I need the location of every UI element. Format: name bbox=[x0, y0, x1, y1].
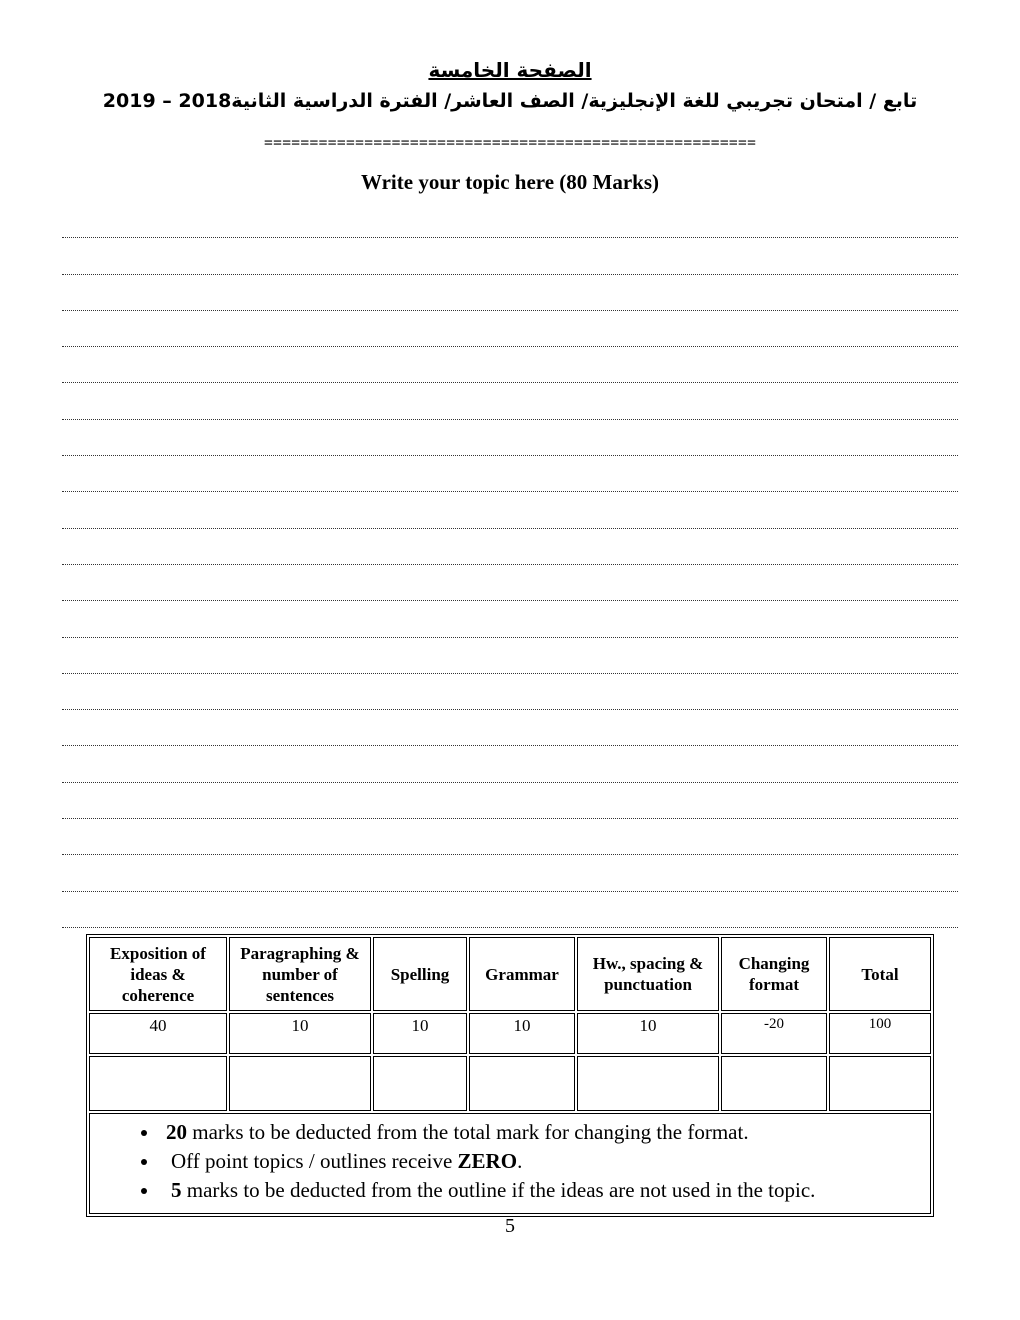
writing-line[interactable] bbox=[62, 720, 958, 756]
writing-line[interactable] bbox=[62, 829, 958, 865]
writing-area[interactable] bbox=[62, 212, 958, 938]
writing-line[interactable] bbox=[62, 357, 958, 393]
note-item: • 5 marks to be deducted from the outline if the ideas are not used in the topic. bbox=[160, 1176, 930, 1205]
score-cell[interactable] bbox=[721, 1056, 827, 1111]
score-cell[interactable] bbox=[577, 1056, 719, 1111]
rubric-header-cell: Exposition of ideas & coherence bbox=[89, 937, 227, 1011]
rubric-header-row bbox=[89, 937, 931, 1011]
rubric-header-cell: Grammar bbox=[469, 937, 575, 1011]
rubric-mark-cell: 100 bbox=[829, 1013, 931, 1054]
rubric-notes-cell bbox=[89, 1113, 931, 1214]
writing-line[interactable] bbox=[62, 865, 958, 901]
writing-line[interactable] bbox=[62, 248, 958, 284]
writing-line[interactable] bbox=[62, 793, 958, 829]
score-cell[interactable] bbox=[829, 1056, 931, 1111]
rubric-mark-cell: 40 bbox=[89, 1013, 227, 1054]
writing-line[interactable] bbox=[62, 466, 958, 502]
rubric-mark-cell: 10 bbox=[373, 1013, 467, 1054]
rubric-header-cell: Total bbox=[829, 937, 931, 1011]
rubric-header-cell: Paragraphing & number of sentences bbox=[229, 937, 371, 1011]
writing-line[interactable] bbox=[62, 285, 958, 321]
rubric-mark-cell: 10 bbox=[577, 1013, 719, 1054]
writing-line[interactable] bbox=[62, 756, 958, 792]
note-item: • 20 marks to be deducted from the total mark for changing the format. bbox=[160, 1118, 930, 1147]
notes-list bbox=[90, 1118, 930, 1205]
rubric-marks-row bbox=[89, 1013, 931, 1054]
writing-line[interactable] bbox=[62, 539, 958, 575]
rubric-table bbox=[86, 934, 934, 1217]
rubric-notes-row bbox=[89, 1113, 931, 1214]
writing-line[interactable] bbox=[62, 321, 958, 357]
rubric-header-cell: Changing format bbox=[721, 937, 827, 1011]
topic-prompt: Write your topic here (80 Marks) bbox=[360, 170, 660, 194]
separator-line: ====================================================== bbox=[263, 135, 757, 152]
arabic-page-label: الصفحة الخامسة bbox=[428, 58, 592, 82]
score-cell[interactable] bbox=[373, 1056, 467, 1111]
writing-line[interactable] bbox=[62, 212, 958, 248]
rubric-mark-cell: -20 bbox=[721, 1013, 827, 1054]
rubric-mark-cell: 10 bbox=[469, 1013, 575, 1054]
score-cell[interactable] bbox=[229, 1056, 371, 1111]
arabic-exam-subtitle: تابع / امتحان تجريبي للغة الإنجليزية/ الصف العاشر/ الفترة الدراسية الثانية2018 – 2019 bbox=[102, 90, 918, 112]
page-number: 5 bbox=[505, 1215, 515, 1237]
writing-line[interactable] bbox=[62, 430, 958, 466]
rubric-score-row[interactable] bbox=[89, 1056, 931, 1111]
writing-line[interactable] bbox=[62, 502, 958, 538]
writing-line[interactable] bbox=[62, 575, 958, 611]
writing-line[interactable] bbox=[62, 902, 958, 938]
score-cell[interactable] bbox=[89, 1056, 227, 1111]
writing-line[interactable] bbox=[62, 684, 958, 720]
writing-line[interactable] bbox=[62, 611, 958, 647]
score-cell[interactable] bbox=[469, 1056, 575, 1111]
note-item: • Off point topics / outlines receive ZERO. bbox=[160, 1147, 930, 1176]
rubric-header-cell: Hw., spacing & punctuation bbox=[577, 937, 719, 1011]
writing-line[interactable] bbox=[62, 648, 958, 684]
writing-line[interactable] bbox=[62, 393, 958, 429]
rubric-header-cell: Spelling bbox=[373, 937, 467, 1011]
rubric-mark-cell: 10 bbox=[229, 1013, 371, 1054]
